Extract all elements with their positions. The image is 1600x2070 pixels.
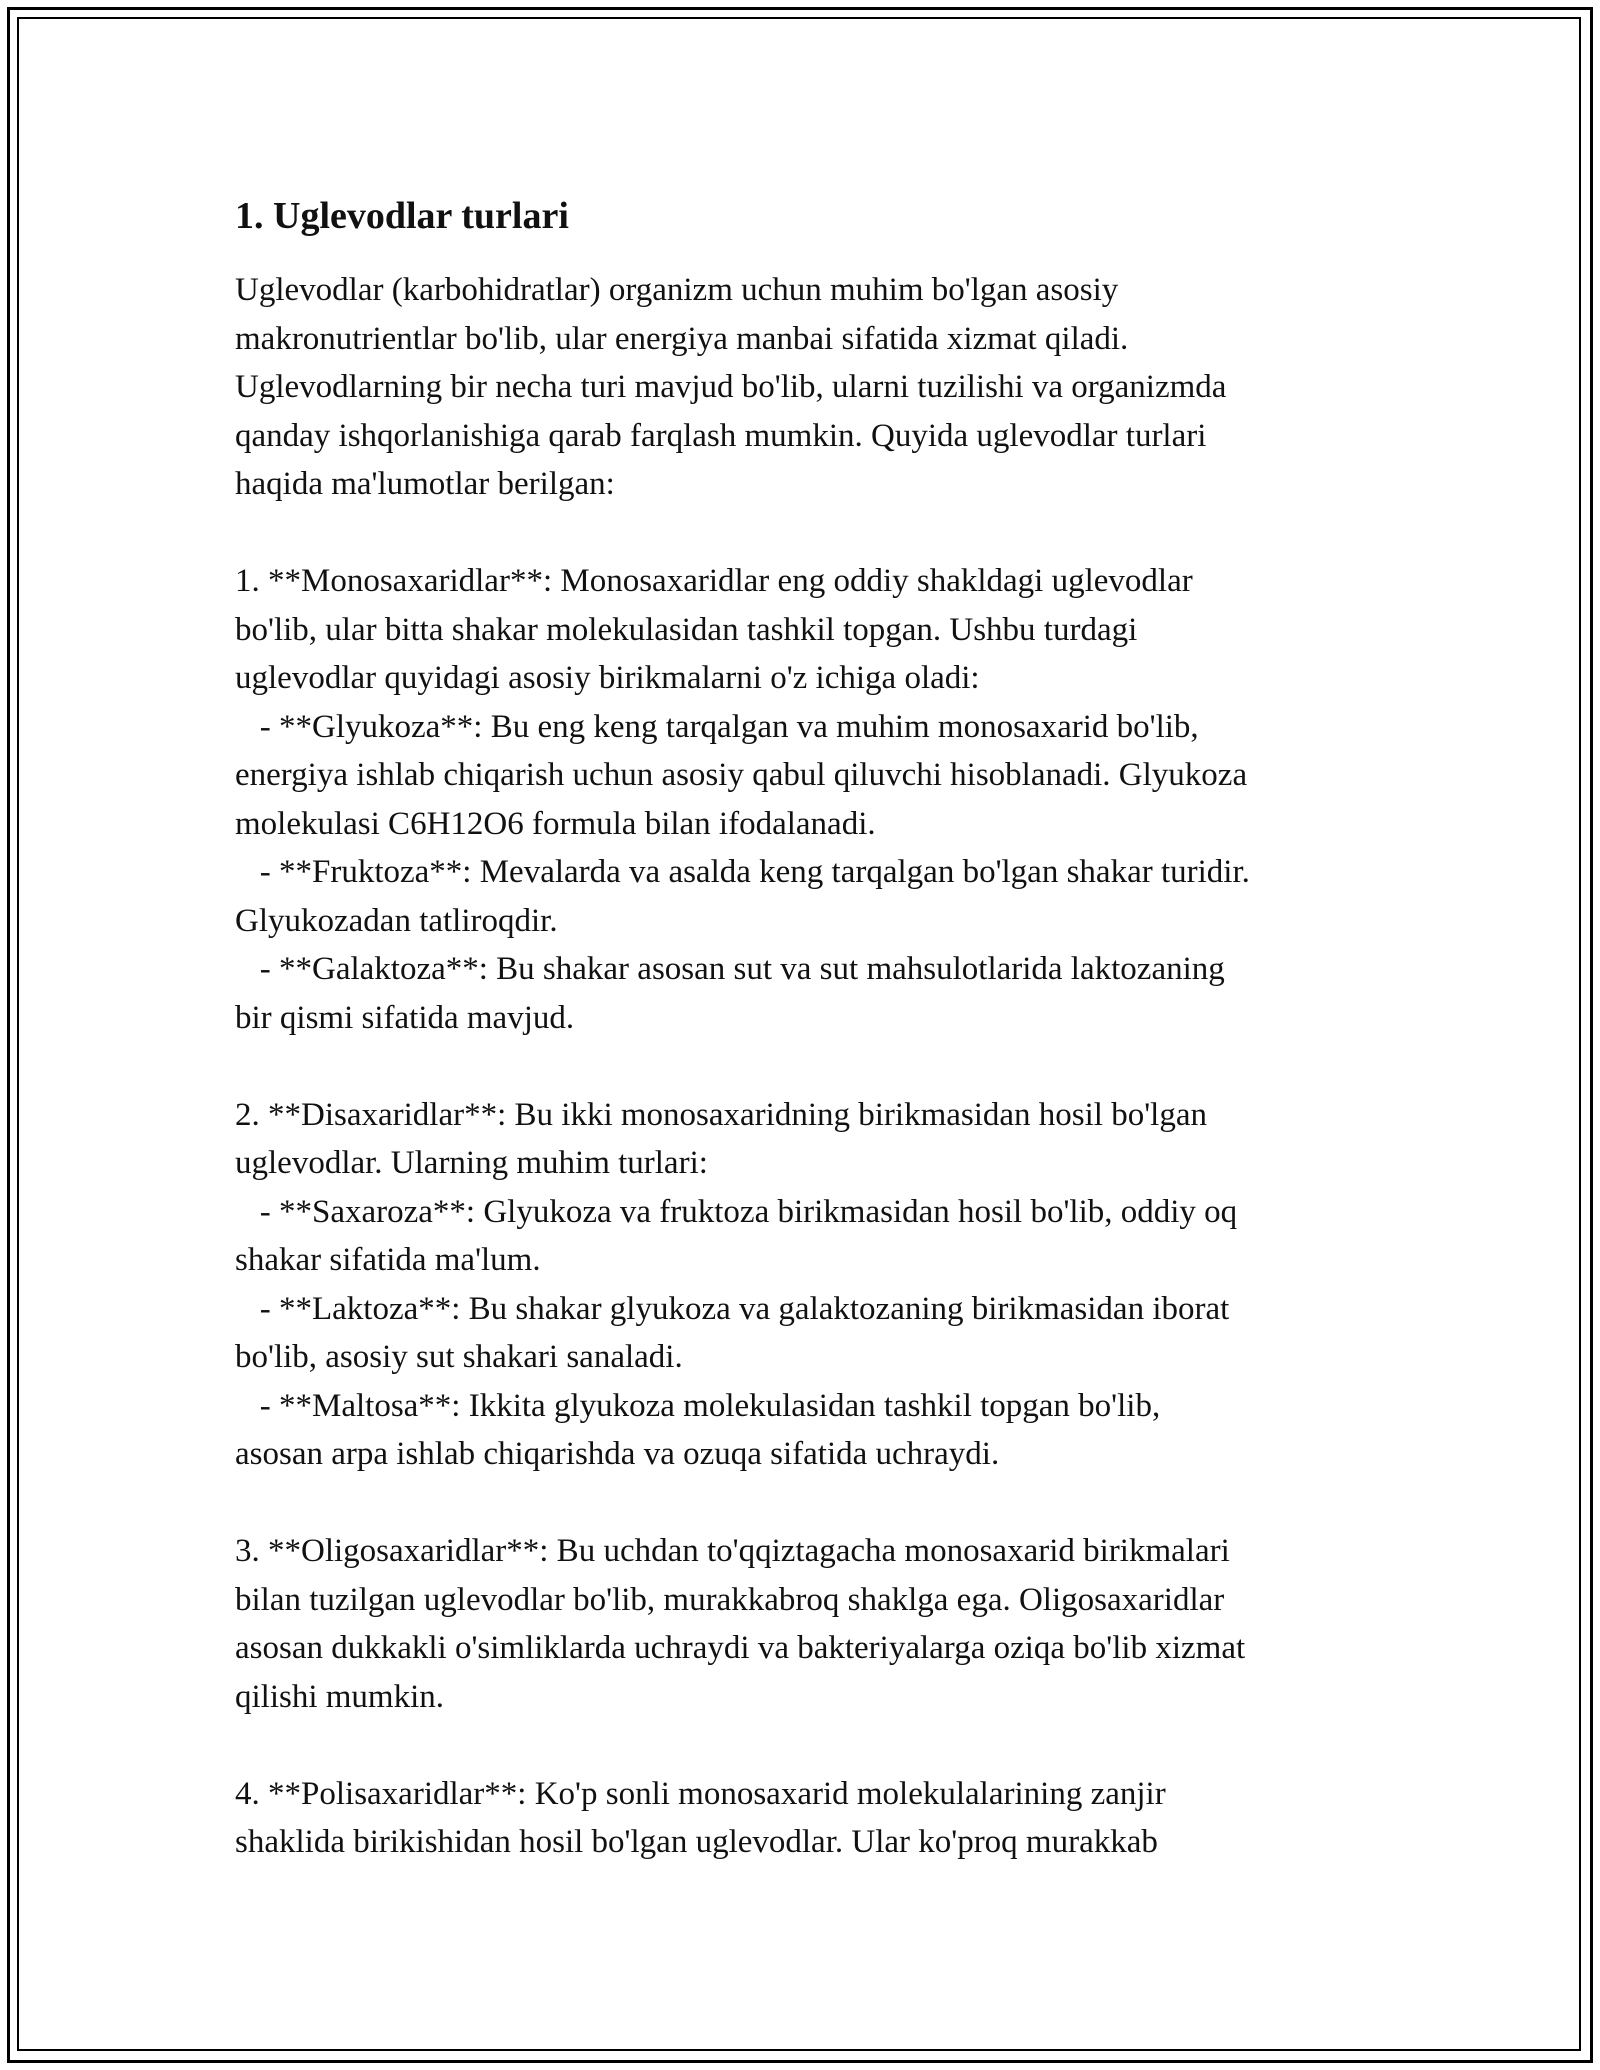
paragraph-gap bbox=[235, 509, 1385, 558]
paragraph-gap bbox=[235, 1479, 1385, 1528]
section-heading: 1. Uglevodlar turlari bbox=[235, 195, 569, 237]
document-body bbox=[235, 190, 1385, 1867]
oligosaccharides-paragraph: 3. **Oligosaxaridlar**: Bu uchdan to'qqiztagacha monosaxarid birikmalari bilan tuzilgan uglevodlar bo'lib, murakkabroq shaklga ega. Oligosaxaridlar asosan dukkakli o'simliklarda uchraydi va bakteriyalarga oziqa bo'lib xizmat qilishi mumkin. bbox=[235, 1533, 1246, 1715]
paragraph-gap bbox=[235, 1042, 1385, 1091]
polysaccharides-paragraph: 4. **Polisaxaridlar**: Ko'p sonli monosaxarid molekulalarining zanjir shaklida birikishidan hosil bo'lgan uglevodlar. Ular ko'proq murakkab bbox=[235, 1775, 1166, 1860]
intro-paragraph: Uglevodlar (karbohidratlar) organizm uchun muhim bo'lgan asosiy makronutrientlar bo'lib, ular energiya manbai sifatida xizmat qiladi. Uglevodlarning bir necha turi mavjud bo'lib, ularni tuzilishi va organizmda qanday ishqorlanishiga qarab farqlash mumkin. Quyida uglevodlar turlari haqida ma'lumotlar berilgan: bbox=[235, 272, 1227, 502]
monosaccharides-paragraph: 1. **Monosaxaridlar**: Monosaxaridlar eng oddiy shakldagi uglevodlar bo'lib, ular bitta shakar molekulasidan tashkil topgan. Ushbu turdagi uglevodlar quyidagi asosiy birikmalarni o'z ichiga oladi: - **Glyukoza**: Bu eng keng tarqalgan va muhim monosaxarid bo'lib, energiya ishlab chiqarish uchun asosiy qabul qiluvchi hisoblanadi. Glyukoza molekulasi C6H12O6 formula bilan ifodalanadi. - **Fruktoza**: Mevalarda va asalda keng tarqalgan bo'lgan shakar turidir. Glyukozadan tatliroqdir. - **Galaktoza**: Bu shakar asosan sut va sut mahsulotlarida laktozaning bir qismi sifatida mavjud. bbox=[235, 563, 1250, 1036]
paragraph-gap bbox=[235, 1721, 1385, 1770]
disaccharides-paragraph: 2. **Disaxaridlar**: Bu ikki monosaxaridning birikmasidan hosil bo'lgan uglevodlar. Ularning muhim turlari: - **Saxaroza**: Glyukoza va fruktoza birikmasidan hosil bo'lib, oddiy oq shakar sifatida ma'lum. - **Laktoza**: Bu shakar glyukoza va galaktozaning birikmasidan iborat bo'lib, asosiy sut shakari sanaladi. - **Maltosa**: Ikkita glyukoza molekulasidan tashkil topgan bo'lib, asosan arpa ishlab chiqarishda va ozuqa sifatida uchraydi. bbox=[235, 1096, 1238, 1472]
